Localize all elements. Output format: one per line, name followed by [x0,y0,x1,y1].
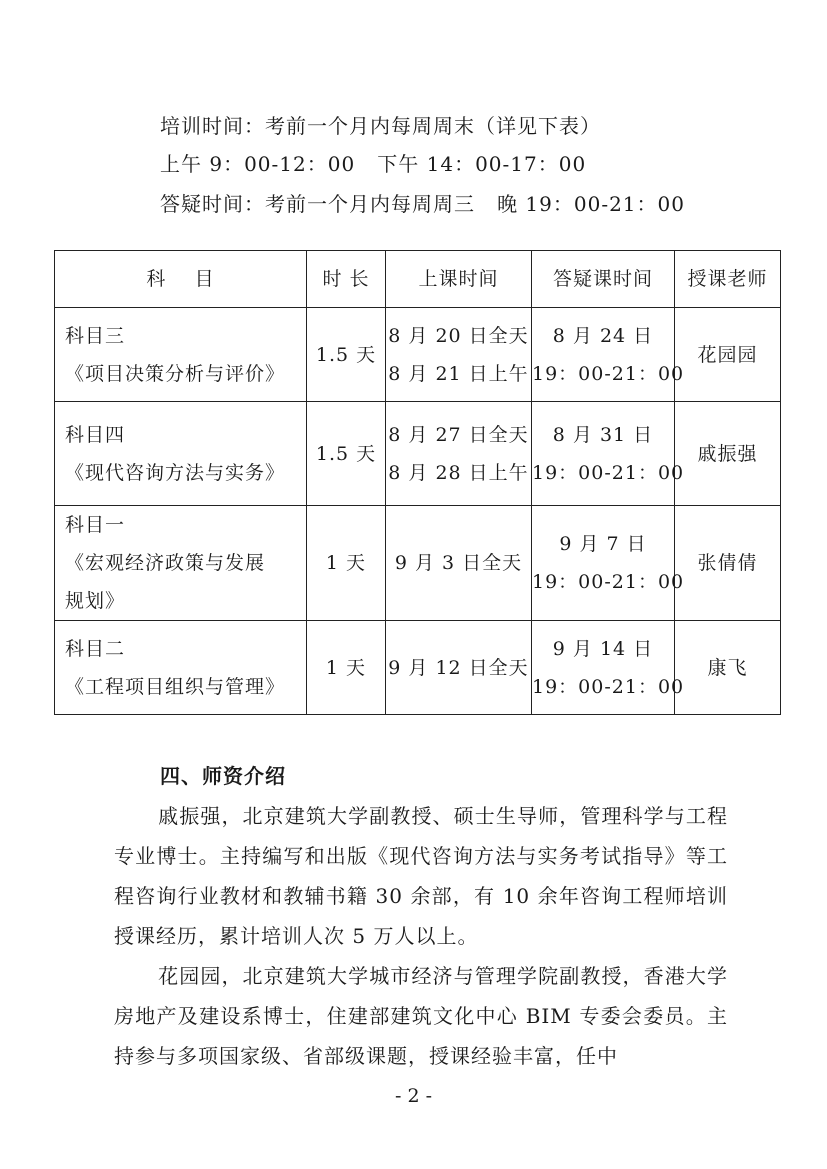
qa-date: 9 月 7 日 [559,533,647,555]
duration-cell: 1.5 天 [307,308,386,402]
class-time-cell [386,308,532,402]
bio-text: 戚振强，北京建筑大学副教授、硕士生导师，管理科学与工程专业博士。主持编写和出版《现代咨询方法与实务考试指导》等工程咨询行业教材和教辅书籍 30 余部，有 10 余年咨询工程师培训授课经历，累计培训人次 5 万人以上。 [114,804,728,948]
qa-date: 8 月 31 日 [552,423,654,446]
subject-cell [55,308,307,402]
qa-hours: 19：00-21：00 [532,362,685,385]
duration-cell: 1.5 天 [307,402,386,506]
header-class-time: 上课时间 [386,251,532,308]
bio-paragraph-hua [114,956,728,1076]
section-heading: 四、师资介绍 [160,764,286,788]
schedule-table [54,250,781,715]
header-teacher: 授课老师 [675,251,781,308]
subject-title: 《项目决策分析与评价》 [65,362,286,385]
table-header-row [55,251,781,308]
class-time-line: 8 月 28 日上午 [388,461,529,484]
class-time-line: 8 月 21 日上午 [388,362,529,385]
table-row [55,506,781,621]
header-duration: 时 长 [307,251,386,308]
subject-cell [55,621,307,715]
header-qa-time: 答疑课时间 [532,251,675,308]
subject-title-cont: 规划》 [65,590,126,612]
qa-time-cell [532,308,685,402]
training-time-line: 培训时间：考前一个月内每周周末（详见下表） [160,114,601,138]
subject-code: 科目四 [65,423,126,446]
qa-time-cell [532,402,685,506]
class-time-line: 8 月 20 日全天 [388,324,529,347]
bio-paragraph-qi [114,796,728,956]
subject-code: 科目一 [65,514,126,536]
header-subject: 科 目 [55,251,307,308]
subject-code: 科目二 [65,637,126,660]
table-row [55,308,781,402]
teacher-cell: 张倩倩 [675,506,781,621]
teacher-cell: 花园园 [675,308,781,402]
table-row [55,621,781,715]
class-time-cell [386,621,532,715]
teacher-cell: 康飞 [675,621,781,715]
qa-hours: 19：00-21：00 [532,675,685,698]
bio-text: 花园园，北京建筑大学城市经济与管理学院副教授，香港大学房地产及建设系博士，住建部建筑文化中心 BIM 专委会委员。主持参与多项国家级、省部级课题，授课经验丰富，任中 [114,964,728,1068]
teacher-cell: 戚振强 [675,402,781,506]
duration-cell: 1 天 [307,506,386,621]
qa-time-cell [532,506,685,621]
subject-title: 《宏观经济政策与发展 [65,552,266,574]
subject-cell [55,402,307,506]
class-time-line: 9 月 12 日全天 [388,656,529,679]
qa-date: 8 月 24 日 [552,324,654,347]
subject-title: 《工程项目组织与管理》 [65,675,286,698]
qa-hours: 19：00-21：00 [532,461,685,484]
subject-cell [55,506,307,621]
qa-date: 9 月 14 日 [552,637,654,660]
duration-cell: 1 天 [307,621,386,715]
table-row [55,402,781,506]
class-time-line: 9 月 3 日全天 [394,552,523,574]
class-time-line: 8 月 27 日全天 [388,423,529,446]
subject-title: 《现代咨询方法与实务》 [65,461,286,484]
qa-time-cell [532,621,685,715]
session-hours-line: 上午 9：00-12：00 下午 14：00-17：00 [160,152,587,176]
subject-code: 科目三 [65,324,126,347]
class-time-cell [386,506,532,621]
qa-hours: 19：00-21：00 [532,571,685,593]
class-time-cell [386,402,532,506]
qa-time-line: 答疑时间：考前一个月内每周周三 晚 19：00-21：00 [160,192,685,216]
page-number: - 2 - [394,1085,432,1107]
